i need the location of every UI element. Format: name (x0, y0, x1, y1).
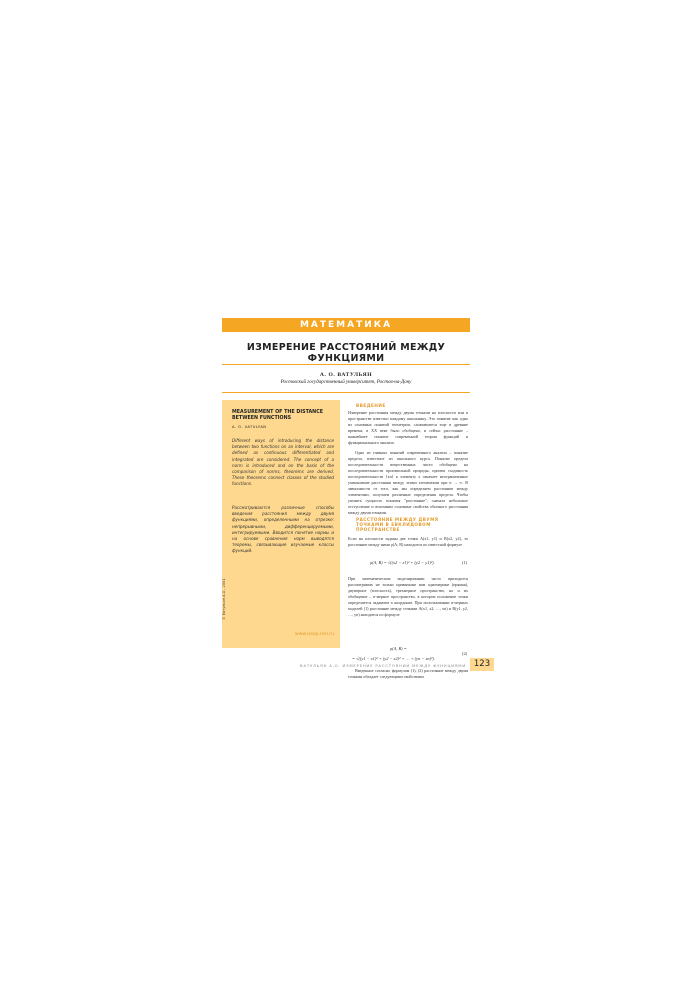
formula-1-number: (1) (462, 560, 468, 565)
copyright-notice: © Ватульян А.О., 2001 (222, 578, 226, 620)
body-paragraph: При математическом моделировании часто приходится рассматривать не только привычные нам одномерные (прямая), двумерное (плоскость), трехмерное пространство, но и их обобщение – n-мерное пространство, в котором положение точки определяется заданием n координат. При использовании n-мерных моделей (1) расстояние между точками A(x1, x2, …, xn) и B(y1, y2, …, yn) находится по формуле (348, 576, 468, 617)
abstract-title-en: MEASUREMENT OF THE DISTANCE BETWEEN FUNCTIONS (232, 410, 323, 421)
article-title: ИЗМЕРЕНИЕ РАССТОЯНИЙ МЕЖДУ ФУНКЦИЯМИ (246, 342, 446, 364)
divider-bottom (222, 392, 470, 393)
author-name: А. О. ВАТУЛЬЯН (319, 372, 373, 378)
journal-website-link[interactable]: www.issep.rssi.ru (295, 632, 334, 637)
running-footer-title: ВАТУЛЬЯН А.О. ИЗМЕРЕНИЕ РАССТОЯНИЙ МЕЖДУ ФУНКЦИЯМИ (300, 663, 466, 668)
abstract-text-ru: Рассматриваются различные способы введения расстояния между двумя функциями, определенными на отрезке: непрерывными, дифференцируемыми, интегрируемыми. Вводится понятие нормы и на основе сравнения норм выводятся теоремы, связывающие изучаемые классы функций. (232, 505, 334, 554)
divider-top (222, 364, 470, 365)
body-paragraph: Измерение расстояния между двумя точками на плоскости или в пространстве известно каждому школьнику. Это понятие как одно из основных понятий геометрии, сложившееся еще в древние времена, в ХХ веке было обобщено, и сейчас расстояние – важнейшее понятие современной теории функций и функционального анализа. (348, 410, 468, 445)
formula-1: ρ(A, B) = √((x2 − x1)² + (y2 − y1)²). (370, 560, 435, 565)
formula-2-line-1: ρ(A, B) = (390, 646, 407, 651)
formula-2-line-2: = √((y1 − x1)² + (y2 − x2)² + … + (yn − xn)²). (352, 656, 435, 661)
author-affiliation: Ростовский государственный университет, Ростов-на-Дону (280, 380, 412, 385)
formula-2-number: (2) (462, 651, 468, 656)
body-paragraph: Если на плоскости заданы две точки A(x1, y1) и B(x2, y2), то расстояние между ними ρ(A, B) находится по известной формуле (348, 536, 468, 547)
body-paragraph: Введенное согласно формулам (1), (2) расстояние между двумя точками обладает следующими свойствами (348, 668, 468, 679)
abstract-text-en: Different ways of introducing the distance between two functions on an interval, which are defined as continuous differentiated and integrated are considered. The concept of a norm is introduced and on the basis of the comparison of norms, theorems are derived. These theorems connect classes of the studied functions. (232, 438, 334, 487)
section-heading-euclidean-distance: РАССТОЯНИЕ МЕЖДУ ДВУМЯ ТОЧКАМИ В ЕВКЛИДОВОМ ПРОСТРАНСТВЕ (356, 517, 439, 532)
abstract-author-en: A. O. VATULYAN (232, 425, 267, 429)
subject-header-bar: МАТЕМАТИКА (222, 318, 470, 332)
body-paragraph: Одно из главных понятий современного анализа – понятие предела, известное из школьного курса. Понятие предела последовательности вещественных чисел обобщено на последовательности произвольной природы, причем сходимость последовательности {xn} к элементу x означает неограниченное уменьшение расстояния между этими элементами при n → ∞. В зависимости от того, как мы определяем расстояние между элементами, получаем различные определения предела. Чтобы уяснить сущность понятия "расстояние", сначала небольшое отступление и вспомним основные свойства обычного расстояния между двумя точками. (348, 450, 468, 515)
page-number: 123 (470, 658, 494, 671)
section-heading-introduction: ВВЕДЕНИЕ (356, 403, 386, 408)
